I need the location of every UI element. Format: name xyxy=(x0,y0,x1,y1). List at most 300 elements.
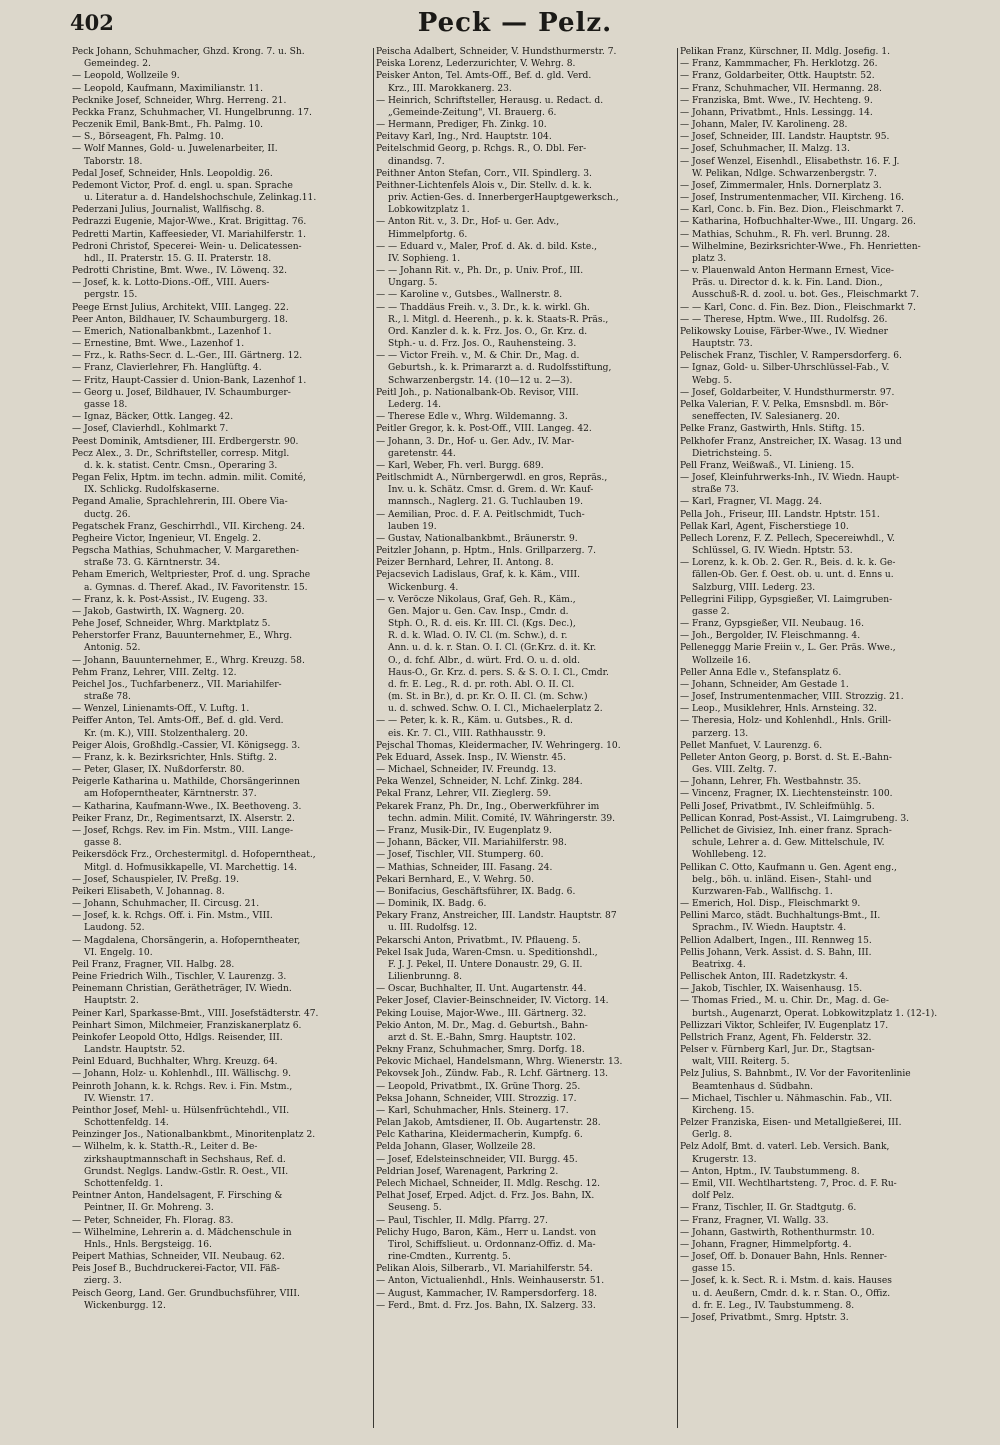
directory-entry-line: — Wilhelmine, Bezirksrichter-Wwe., Fh. Henrietten- xyxy=(680,241,921,252)
entry-continuation-line: F. J. J. Pekel, II. Untere Donaustr. 29, G. II. xyxy=(388,959,583,970)
directory-entry-line: — Josef Wenzel, Eisenhdl., Elisabethstr. 16. F. J. xyxy=(680,156,900,167)
directory-entry-line: Peitavy Karl, Ing., Nrd. Hauptstr. 104. xyxy=(376,132,552,143)
directory-entry-line: — Franz, Tischler, II. Gr. Stadtgutg. 6. xyxy=(680,1203,857,1214)
entry-continuation-line: seneffecten, IV. Salesianerg. 20. xyxy=(692,412,840,423)
directory-entry-line: Peine Friedrich Wilh., Tischler, V. Laurenzg. 3. xyxy=(72,972,287,983)
entry-continuation-line: techn. admin. Milit. Comité, IV. Währingerstr. 39. xyxy=(388,813,616,824)
directory-entry-line: Peinhart Simon, Milchmeier, Franziskanerplatz 6. xyxy=(72,1020,302,1031)
entry-continuation-line: platz 3. xyxy=(692,253,727,264)
entry-continuation-line: Ausschuß-R. d. zool. u. bot. Ges., Fleischmarkt 7. xyxy=(692,290,919,301)
entry-continuation-line: Antonig. 52. xyxy=(84,643,141,654)
directory-entry-line: Peege Ernst Julius, Architekt, VIII. Langeg. 22. xyxy=(72,302,289,313)
directory-entry-line: — Josef, Schauspieler, IV. Preßg. 19. xyxy=(72,874,239,885)
directory-entry-line: Peer Anton, Bildhauer, IV. Schaumburgerg. 18. xyxy=(72,314,288,325)
directory-entry-line: Peller Anna Edle v., Stefansplatz 6. xyxy=(680,667,842,678)
entry-continuation-line: zierg. 3. xyxy=(84,1276,122,1287)
directory-entry-line: Peiska Lorenz, Lederzurichter, V. Wehrg. 8. xyxy=(376,59,576,70)
directory-entry-line: — Wolf Mannes, Gold- u. Juwelenarbeiter, II. xyxy=(72,144,278,155)
directory-entry-line: — Franz, Kammmacher, Fh. Herklotzg. 26. xyxy=(680,59,878,70)
entry-continuation-line: Lederg. 14. xyxy=(388,399,442,410)
directory-entry-line: Peisch Georg, Land. Ger. Grundbuchsführer, VIII. xyxy=(72,1288,300,1299)
directory-entry-line: Pellak Karl, Agent, Fischerstiege 10. xyxy=(680,521,849,532)
directory-entry-line: — Franz, Fragner, VI. Wallg. 33. xyxy=(680,1215,829,1226)
entry-continuation-line: Wohllebeng. 12. xyxy=(692,850,767,861)
directory-entry-line: — Paul, Tischler, II. Mdlg. Pfarrg. 27. xyxy=(376,1215,548,1226)
directory-entry-line: Pehm Franz, Lehrer, VIII. Zeltg. 12. xyxy=(72,667,237,678)
entry-continuation-line: Seuseng. 5. xyxy=(388,1203,442,1214)
entry-continuation-line: Landstr. Hauptstr. 52. xyxy=(84,1045,186,1056)
directory-entry-line: Peigerle Katharina u. Mathilde, Chorsängerinnen xyxy=(72,777,300,788)
directory-entry-line: — Johann, Lehrer, Fh. Westbahnstr. 35. xyxy=(680,777,862,788)
directory-entry-line: — Leopold, Privatbmt., IX. Grüne Thorg. 25. xyxy=(376,1081,581,1092)
directory-entry-line: Peischa Adalbert, Schneider, V. Hundsthurmerstr. 7. xyxy=(376,47,617,57)
entry-continuation-line: Präs. u. Director d. k. k. Fin. Land. Dion., xyxy=(692,278,883,289)
entry-continuation-line: Ungarg. 5. xyxy=(388,278,438,289)
directory-entry-line: — Franz, Schuhmacher, VII. Hermanng. 28. xyxy=(680,83,882,94)
directory-entry-line: Pekel Isak Juda, Waren-Cmsn. u. Speditionshdl., xyxy=(376,947,598,958)
directory-entry-line: Pegand Amalie, Sprachlehrerin, III. Obere Via- xyxy=(72,497,288,508)
entry-continuation-line: Krugerstr. 13. xyxy=(692,1154,757,1165)
directory-entry-line: Pellizzari Viktor, Schleifer, IV. Eugenplatz 17. xyxy=(680,1020,889,1031)
entry-continuation-line: gasse 8. xyxy=(84,838,122,849)
directory-entry-line: — — Karl, Conc. d. Fin. Bez. Dion., Fleischmarkt 7. xyxy=(680,302,916,313)
directory-entry-line: Pelan Jakob, Amtsdiener, II. Ob. Augartenstr. 28. xyxy=(376,1118,601,1129)
directory-entry-line: — Josef, Kleinfuhrwerks-Inh., IV. Wiedn. Haupt- xyxy=(680,473,900,484)
directory-entry-line: Pelser v. Fürnberg Karl, Jur. Dr., Stagtsan- xyxy=(680,1045,875,1056)
directory-entry-line: Peinemann Christian, Gerätheträger, IV. Wiedn. xyxy=(72,984,292,995)
directory-entry-line: — Johann, Fragner, Himmelpfortg. 4. xyxy=(680,1239,852,1250)
directory-entry-line: Pederzani Julius, Journalist, Wallfischg. 8. xyxy=(72,205,265,216)
directory-entry-line: — Karl, Schuhmacher, Hnls. Steinerg. 17. xyxy=(376,1105,569,1116)
directory-entry-line: — Johann, Bauunternehmer, E., Whrg. Kreuzg. 58. xyxy=(72,655,305,666)
directory-entry-line: — v. Veröcze Nikolaus, Graf, Geh. R., Käm., xyxy=(376,594,576,605)
directory-entry-line: Pegatschek Franz, Geschirrhdl., VII. Kircheng. 24. xyxy=(72,521,305,532)
entry-continuation-line: Salzburg, VIII. Lederg. 23. xyxy=(692,582,816,593)
directory-entry-line: — Leop., Musiklehrer, Hnls. Arnsteing. 32. xyxy=(680,704,878,715)
directory-entry-line: — Franz, Gypsgießer, VII. Neubaug. 16. xyxy=(680,619,864,630)
directory-entry-line: — Josef, Edelsteinschneider, VII. Burgg. 45. xyxy=(376,1154,578,1165)
entry-continuation-line: d. k. k. statist. Centr. Cmsn., Operaring 3. xyxy=(84,460,278,471)
directory-entry-line: Pelleter Anton Georg, p. Borst. d. St. E.-Bahn- xyxy=(680,752,892,763)
directory-entry-line: Pelc Katharina, Kleidermacherin, Kumpfg. 6. xyxy=(376,1130,583,1141)
entry-continuation-line: d. fr. E. Leg., IV. Taubstummeng. 8. xyxy=(692,1300,855,1311)
directory-entry-line: — Heinrich, Schriftsteller, Herausg. u. Redact. d. xyxy=(376,95,604,106)
entry-continuation-line: Hauptstr. 73. xyxy=(692,339,753,350)
entry-continuation-line: Himmelpfortg. 6. xyxy=(388,229,468,240)
entry-continuation-line: IV. Sophieng. 1. xyxy=(388,253,461,264)
page-number: 402 xyxy=(70,10,114,35)
entry-continuation-line: R. d. k. Wlad. O. IV. Cl. (m. Schw.), d. r. xyxy=(388,631,568,642)
directory-entry-line: Pekovsek Joh., Zündw. Fab., R. Lchf. Gärtnerg. 13. xyxy=(376,1069,609,1080)
directory-entry-line: — Josef, Off. b. Donauer Bahn, Hnls. Renner- xyxy=(680,1252,887,1263)
directory-entry-line: — Emerich, Hol. Disp., Fleischmarkt 9. xyxy=(680,899,861,910)
directory-entry-line: — — Therese, Hptm. Wwe., III. Rudolfsg. 26. xyxy=(680,314,888,325)
directory-entry-line: Peitelschmid Georg, p. Rchgs. R., O. Dbl. Fer- xyxy=(376,144,587,155)
entry-continuation-line: Ord. Kanzler d. k. k. Frz. Jos. O., Gr. Krz. d. xyxy=(388,326,588,337)
entry-continuation-line: Beatrixg. 4. xyxy=(692,959,746,970)
directory-entry-line: — — Peter, k. k. R., Käm. u. Gutsbes., R. d. xyxy=(376,716,573,727)
directory-entry-line: — Michael, Schneider, IV. Freundg. 13. xyxy=(376,765,557,776)
directory-entry-line: Peikersdöck Frz., Orchestermitgl. d. Hofoperntheat., xyxy=(72,850,316,861)
directory-entry-line: Pelzer Franziska, Eisen- und Metallgießerei, III. xyxy=(680,1118,902,1129)
directory-entry-line: Pelikowsky Louise, Färber-Wwe., IV. Wiedner xyxy=(680,326,888,337)
column-1 xyxy=(72,46,372,1436)
directory-entry-line: — Mathias, Schuhm., R. Fh. verl. Brunng. 28. xyxy=(680,229,890,240)
directory-entry-line: — Josef, k. k. Sect. R. i. Mstm. d. kais. Hauses xyxy=(680,1276,892,1287)
directory-entry-line: — Franz, Goldarbeiter, Ottk. Hauptstr. 52. xyxy=(680,71,875,82)
directory-entry-line: — Johann, Bäcker, VII. Mariahilferstr. 98. xyxy=(376,838,567,849)
directory-entry-line: — Josef, Zimmermaler, Hnls. Dornerplatz 3. xyxy=(680,180,882,191)
entry-continuation-line: zirkshauptmannschaft in Sechshaus, Ref. d. xyxy=(84,1154,286,1165)
directory-entry-line: — Katharina, Kaufmann-Wwe., IX. Beethoveng. 3. xyxy=(72,801,302,812)
directory-entry-line: — Josef, k. k. Lotto-Dions.-Off., VIII. Auers- xyxy=(72,278,270,289)
running-title: Peck — Pelz. xyxy=(417,8,613,38)
directory-entry-line: Pegheire Victor, Ingenieur, VI. Engelg. 2. xyxy=(72,533,261,544)
directory-entry-line: — Johann, Schuhmacher, II. Circusg. 21. xyxy=(72,899,260,910)
entry-continuation-line: ductg. 26. xyxy=(84,509,131,520)
directory-entry-line: Peinkofer Leopold Otto, Hdlgs. Reisender, III. xyxy=(72,1032,283,1043)
directory-entry-line: — Jakob, Tischler, IX. Waisenhausg. 15. xyxy=(680,984,863,995)
directory-entry-line: Pecz Alex., 3. Dr., Schriftsteller, corresp. Mitgl. xyxy=(72,448,290,459)
directory-entry-line: — Thomas Fried., M. u. Chir. Dr., Mag. d. Ge- xyxy=(680,996,889,1007)
entry-continuation-line: gasse 2. xyxy=(692,606,730,617)
entry-continuation-line: Gemeindeg. 2. xyxy=(84,59,151,70)
entry-continuation-line: Gen. Major u. Gen. Cav. Insp., Cmdr. d. xyxy=(388,606,569,617)
directory-entry-line: — — Thaddäus Freih. v., 3. Dr., k. k. wirkl. Gh. xyxy=(376,302,590,313)
column-3 xyxy=(680,46,980,1436)
directory-entry-line: Pecknike Josef, Schneider, Whrg. Herreng. 21. xyxy=(72,95,287,106)
directory-entry-line: — Josef, Goldarbeiter, V. Hundsthurmerstr. 97. xyxy=(680,387,895,398)
directory-entry-line: — Anton, Hptm., IV. Taubstummeng. 8. xyxy=(680,1166,860,1177)
directory-entry-line: Pelke Franz, Gastwirth, Hnls. Stiftg. 15. xyxy=(680,424,865,435)
directory-entry-line: — Karl, Fragner, VI. Magg. 24. xyxy=(680,497,823,508)
directory-entry-line: Pelhat Josef, Erped. Adjct. d. Frz. Jos. Bahn, IX. xyxy=(376,1191,595,1202)
directory-entry-line: Peis Josef B., Buchdruckerei-Factor, VII. Fäß- xyxy=(72,1264,280,1275)
entry-continuation-line: gasse 18. xyxy=(84,399,128,410)
directory-entry-line: — Oscar, Buchhalter, II. Unt. Augartenstr. 44. xyxy=(376,984,587,995)
directory-entry-line: — Leopold, Wollzeile 9. xyxy=(72,71,180,82)
directory-entry-line: Pekari Bernhard, E., V. Wehrg. 50. xyxy=(376,874,534,885)
directory-entry-line: Peking Louise, Major-Wwe., III. Gärtnerg. 32. xyxy=(376,1008,587,1019)
directory-entry-line: Peisker Anton, Tel. Amts-Off., Bef. d. gld. Verd. xyxy=(376,71,592,82)
entry-continuation-line: u. III. Rudolfsg. 12. xyxy=(388,923,478,934)
directory-entry-line: Peldrian Josef, Warenagent, Parkring 2. xyxy=(376,1166,559,1177)
directory-entry-line: Peksa Johann, Schneider, VIII. Strozzig. 17. xyxy=(376,1093,577,1104)
directory-entry-line: Pelischek Franz, Tischler, V. Rampersdorferg. 6. xyxy=(680,351,902,362)
entry-continuation-line: Beamtenhaus d. Südbahn. xyxy=(692,1081,814,1092)
directory-entry-line: — Frz., k. Raths-Secr. d. L.-Ger., III. Gärtnerg. 12. xyxy=(72,351,303,362)
directory-entry-line: Pekarschi Anton, Privatbmt., IV. Pflaueng. 5. xyxy=(376,935,581,946)
directory-entry-line: — Franziska, Bmt. Wwe., IV. Hechteng. 9. xyxy=(680,95,873,106)
directory-entry-line: — Johann, Privatbmt., Hnls. Lessingg. 14. xyxy=(680,107,873,118)
entry-continuation-line: Lilienbrunng. 8. xyxy=(388,972,463,983)
directory-entry-line: Peitzler Johann, p. Hptm., Hnls. Grillparzerg. 7. xyxy=(376,546,597,557)
directory-entry-line: Pedrazzi Eugenie, Major-Wwe., Krat. Brigittag. 76. xyxy=(72,217,307,228)
directory-entry-line: — Johann, 3. Dr., Hof- u. Ger. Adv., IV. Mar- xyxy=(376,436,575,447)
entry-continuation-line: parzerg. 13. xyxy=(692,728,749,739)
directory-entry-line: Pedrotti Christine, Bmt. Wwe., IV. Löwenq. 32. xyxy=(72,266,288,277)
directory-entry-line: Pek Eduard, Assek. Insp., IV. Wienstr. 45. xyxy=(376,752,566,763)
directory-entry-line: Pellini Marco, städt. Buchhaltungs-Bmt., II. xyxy=(680,911,881,922)
entry-continuation-line: hdl., II. Praterstr. 15. G. II. Praterstr. 18. xyxy=(84,253,272,264)
directory-entry-line: — Josef, Schuhmacher, II. Malzg. 13. xyxy=(680,144,850,155)
directory-entry-line: Pekary Franz, Anstreicher, III. Landstr. Hauptstr. 87 xyxy=(376,911,617,922)
directory-entry-line: Peinroth Johann, k. k. Rchgs. Rev. i. Fin. Mstm., xyxy=(72,1081,293,1092)
directory-entry-line: Peizer Bernhard, Lehrer, II. Antong. 8. xyxy=(376,558,554,569)
entry-continuation-line: u. Literatur a. d. Handelshochschule, Zelinkag.11. xyxy=(84,193,317,204)
directory-entry-line: Peil Franz, Fragner, VII. Halbg. 28. xyxy=(72,959,235,970)
directory-entry-line: Pelka Valerian, F. V. Pelka, Emsnsbdl. m. Bör- xyxy=(680,399,889,410)
entry-continuation-line: u. d. Aeußern, Cmdr. d. k. r. Stan. O., Offiz. xyxy=(692,1288,891,1299)
directory-entry-line: Peitler Gregor, k. k. Post-Off., VIII. Langeg. 42. xyxy=(376,424,592,435)
directory-entry-line: Pellet Manfuet, V. Laurenzg. 6. xyxy=(680,740,823,751)
directory-entry-line: — Peter, Glaser, IX. Nußdorferstr. 80. xyxy=(72,765,245,776)
directory-entry-line: — Georg u. Josef, Bildhauer, IV. Schaumburger- xyxy=(72,387,291,398)
entry-continuation-line: dinandsg. 7. xyxy=(388,156,445,167)
directory-entry-line: Pegan Felix, Hptm. im techn. admin. milit. Comité, xyxy=(72,473,306,484)
directory-entry-line: — — Victor Freih. v., M. & Chir. Dr., Mag. d. xyxy=(376,351,580,362)
entry-continuation-line: straße 78. xyxy=(84,692,131,703)
directory-entry-line: — Magdalena, Chorsängerin, a. Hofoperntheater, xyxy=(72,935,301,946)
directory-entry-line: Peipert Mathias, Schneider, VII. Neubaug. 62. xyxy=(72,1252,285,1263)
directory-entry-line: Peherstorfer Franz, Bauunternehmer, E., Whrg. xyxy=(72,631,293,642)
directory-entry-line: Peinl Eduard, Buchhalter, Whrg. Kreuzg. 64. xyxy=(72,1057,278,1068)
directory-entry-line: — — Karoline v., Gutsbes., Wallnerstr. 8. xyxy=(376,290,563,301)
entry-continuation-line: Webg. 5. xyxy=(692,375,733,386)
directory-entry-line: — Josef, Rchgs. Rev. im Fin. Mstm., VIII. Lange- xyxy=(72,826,294,836)
entry-continuation-line: Krz., III. Marokkanerg. 23. xyxy=(388,83,512,94)
entry-continuation-line: fällen-Ob. Ger. f. Oest. ob. u. unt. d. Enns u. xyxy=(692,570,894,581)
directory-entry-line: Peiffer Anton, Tel. Amts-Off., Bef. d. gld. Verd. xyxy=(72,716,284,727)
directory-entry-line: — Katharina, Hofbuchhalter-Wwe., III. Ungarg. 26. xyxy=(680,217,916,228)
directory-entry-line: — Franz, k. k. Post-Assist., IV. Eugeng. 33. xyxy=(72,594,268,605)
column-divider xyxy=(373,48,374,1428)
entry-continuation-line: „Gemeinde-Zeitung", VI. Brauerg. 6. xyxy=(388,107,557,118)
entry-continuation-line: Wickenburgg. 12. xyxy=(84,1300,166,1311)
entry-continuation-line: arzt d. St. E.-Bahn, Smrg. Hauptstr. 102. xyxy=(388,1032,576,1043)
directory-entry-line: Pella Joh., Friseur, III. Landstr. Hptstr. 151. xyxy=(680,509,880,520)
directory-entry-line: Peichel Jos., Tuchfarbenerz., VII. Mariahilfer- xyxy=(72,679,282,690)
directory-entry-line: — Josef, Tischler, VII. Stumperg. 60. xyxy=(376,850,544,861)
directory-entry-line: Pellikan C. Otto, Kaufmann u. Gen. Agent eng., xyxy=(680,862,897,873)
directory-entry-line: — Mathias, Schneider, III. Fasang. 24. xyxy=(376,862,553,873)
directory-entry-line: — Johann, Maler, IV. Karolineng. 28. xyxy=(680,120,848,131)
directory-entry-line: Peest Dominik, Amtsdiener, III. Erdbergerstr. 90. xyxy=(72,436,299,447)
entry-continuation-line: W. Pelikan, Ndlge. Schwarzenbergstr. 7. xyxy=(692,168,877,179)
directory-entry-line: Pejacsevich Ladislaus, Graf, k. k. Käm., VIII. xyxy=(376,570,581,581)
directory-entry-line: Peczenik Emil, Bank-Bmt., Fh. Palmg. 10. xyxy=(72,120,264,131)
directory-entry-line: Peinthor Josef, Mehl- u. Hülsenfrüchtehdl., VII. xyxy=(72,1105,290,1116)
directory-entry-line: Pelech Michael, Schneider, II. Mdlg. Reschg. 12. xyxy=(376,1178,601,1189)
directory-entry-line: Pekny Franz, Schuhmacher, Smrg. Dorfg. 18. xyxy=(376,1045,585,1056)
directory-entry-line: — Karl, Weber, Fh. verl. Burgg. 689. xyxy=(376,460,544,471)
directory-entry-line: Pellstrich Franz, Agent, Fh. Felderstr. 32. xyxy=(680,1032,872,1043)
entry-continuation-line: Ann. u. d. k. r. Stan. O. I. Cl. (Gr.Krz. d. it. Kr. xyxy=(388,643,597,654)
entry-continuation-line: Kurzwaren-Fab., Wallfischg. 1. xyxy=(692,886,833,897)
entry-continuation-line: Wickenburg. 4. xyxy=(388,582,459,593)
entry-continuation-line: Kr. (m. K.), VIII. Stolzenthalerg. 20. xyxy=(84,728,248,739)
directory-entry-line: — — Eduard v., Maler, Prof. d. Ak. d. bild. Kste., xyxy=(376,241,597,252)
entry-continuation-line: IX. Schlickg. Rudolfskaserne. xyxy=(84,485,220,496)
directory-entry-line: — Peter, Schneider, Fh. Florag. 83. xyxy=(72,1215,234,1226)
entry-continuation-line: straße 73. G. Kärntnerstr. 34. xyxy=(84,558,221,569)
directory-entry-line: Pellican Konrad, Post-Assist., VI. Laimgrubeng. 3. xyxy=(680,813,910,824)
entry-continuation-line: Geburtsh., k. k. Primararzt a. d. Rudolfsstiftung, xyxy=(388,363,612,374)
directory-entry-line: Pelichy Hugo, Baron, Käm., Herr u. Landst. von xyxy=(376,1227,597,1238)
directory-entry-line: — Michael, Tischler u. Nähmaschin. Fab., VII. xyxy=(680,1093,893,1104)
directory-entry-line: — Aemilian, Proc. d. F. A. Peitlschmidt, Tuch- xyxy=(376,509,585,520)
directory-entry-line: Pelikan Alois, Silberarb., VI. Mariahilferstr. 54. xyxy=(376,1264,593,1275)
directory-entry-line: — — Johann Rit. v., Ph. Dr., p. Univ. Prof., III. xyxy=(376,266,584,277)
directory-entry-line: Peinzinger Jos., Nationalbankbmt., Minoritenplatz 2. xyxy=(72,1130,316,1141)
directory-entry-line: Pekal Franz, Lehrer, VII. Zieglerg. 59. xyxy=(376,789,552,800)
directory-entry-line: Pekio Anton, M. Dr., Mag. d. Geburtsh., Bahn- xyxy=(376,1020,588,1031)
directory-entry-line: Peithner Anton Stefan, Corr., VII. Spindlerg. 3. xyxy=(376,168,592,179)
directory-entry-line: Pelli Josef, Privatbmt., IV. Schleifmühlg. 5. xyxy=(680,801,875,812)
directory-entry-line: — Franz, k. k. Bezirksrichter, Hnls. Stiftg. 2. xyxy=(72,752,277,763)
entry-continuation-line: walt, VIII. Reiterg. 5. xyxy=(692,1057,790,1068)
directory-entry-line: Pedal Josef, Schneider, Hnls. Leopoldig. 26. xyxy=(72,168,273,179)
directory-entry-line: Pekarek Franz, Ph. Dr., Ing., Oberwerkführer im xyxy=(376,801,600,812)
entry-continuation-line: Stph.- u. d. Frz. Jos. O., Rauhensteing. 3. xyxy=(388,339,577,350)
directory-entry-line: Peiker Franz, Dr., Regimentsarzt, IX. Alserstr. 2. xyxy=(72,813,295,824)
directory-entry-line: — S., Börseagent, Fh. Palmg. 10. xyxy=(72,132,224,143)
directory-entry-line: — Emil, VII. Wechtlhartsteng. 7, Proc. d. F. Ru- xyxy=(680,1178,897,1189)
directory-entry-line: Peck Johann, Schuhmacher, Ghzd. Krong. 7. u. Sh. xyxy=(72,47,305,57)
directory-entry-line: Pellis Johann, Verk. Assist. d. S. Bahn, III. xyxy=(680,947,872,958)
directory-entry-line: — Johann, Gastwirth, Rothenthurmstr. 10. xyxy=(680,1227,875,1238)
entry-continuation-line: (m. St. in Br.), d. pr. Kr. O. II. Cl. (m. Schw.) xyxy=(388,692,588,703)
directory-entry-line: — Ferd., Bmt. d. Frz. Jos. Bahn, IX. Salzerg. 33. xyxy=(376,1300,596,1311)
directory-entry-line: — Franz, Clavierlehrer, Fh. Hanglüftg. 4. xyxy=(72,363,262,374)
directory-entry-line: Pelkhofer Franz, Anstreicher, IX. Wasag. 13 und xyxy=(680,436,902,447)
entry-continuation-line: gasse 15. xyxy=(692,1264,736,1275)
directory-entry-line: — Josef, Instrumentenmacher, VII. Kircheng. 16. xyxy=(680,193,905,204)
directory-entry-line: — Therese Edle v., Whrg. Wildemanng. 3. xyxy=(376,412,568,423)
entry-continuation-line: lauben 19. xyxy=(388,521,437,532)
page-header xyxy=(70,8,960,42)
entry-continuation-line: schule, Lehrer a. d. Gew. Mittelschule, IV. xyxy=(692,838,885,849)
directory-entry-line: Pellichet de Givisiez, Inh. einer franz. Sprach- xyxy=(680,826,892,836)
directory-entry-line: — Johann, Holz- u. Kohlenhdl., III. Wällischg. 9. xyxy=(72,1069,292,1080)
entry-continuation-line: Lobkowitzplatz 1. xyxy=(388,205,470,216)
entry-continuation-line: Grundst. Neglgs. Landw.-Gstlr. R. Oest., VII. xyxy=(84,1166,289,1177)
entry-continuation-line: Stph. O., R. d. eis. Kr. III. Cl. (Kgs. Dec.), xyxy=(388,619,576,630)
directory-entry-line: Peiner Karl, Sparkasse-Bmt., VIII. Josefstädterstr. 47. xyxy=(72,1008,319,1019)
directory-entry-line: — v. Plauenwald Anton Hermann Ernest, Vice- xyxy=(680,266,894,277)
directory-entry-line: Peintner Anton, Handelsagent, F. Firsching & xyxy=(72,1191,283,1202)
directory-entry-line: — Fritz, Haupt-Cassier d. Union-Bank, Lazenhof 1. xyxy=(72,375,307,386)
directory-entry-line: Pellischek Anton, III. Radetzkystr. 4. xyxy=(680,972,848,983)
directory-entry-line: — Josef, Instrumentenmacher, VIII. Strozzig. 21. xyxy=(680,692,904,703)
directory-entry-line: Pedretti Martin, Kaffeesieder, VI. Mariahilferstr. 1. xyxy=(72,229,307,240)
directory-entry-line: Peitlschmidt A., Nürnbergerwdl. en gros, Repräs., xyxy=(376,473,608,484)
directory-entry-line: — Johann, Schneider, Am Gestade 1. xyxy=(680,679,849,690)
directory-entry-line: — Josef, Privatbmt., Smrg. Hptstr. 3. xyxy=(680,1312,849,1323)
column-divider xyxy=(677,48,678,1428)
entry-continuation-line: Haus-O., Gr. Krz. d. pers. S. & S. O. I. Cl., Cmdr. xyxy=(388,667,609,678)
directory-entry-line: Peckka Franz, Schuhmacher, VI. Hungelbrunng. 17. xyxy=(72,107,312,118)
entry-continuation-line: IV. Wienstr. 17. xyxy=(84,1093,154,1104)
directory-entry-line: — Josef, k. k. Rchgs. Off. i. Fin. Mstm., VIII. xyxy=(72,911,273,922)
directory-entry-line: Pehe Josef, Schneider, Whrg. Marktplatz 5. xyxy=(72,619,271,630)
entry-continuation-line: Hnls., Hnls. Bergsteigg. 16. xyxy=(84,1239,212,1250)
directory-entry-line: — Wenzel, Linienamts-Off., V. Luftg. 1. xyxy=(72,704,250,715)
directory-entry-line: Pedroni Christof, Specerei- Wein- u. Delicatessen- xyxy=(72,241,302,252)
directory-entry-line: Pelleneggg Marie Freiin v., L. Ger. Präs. Wwe., xyxy=(680,643,896,654)
directory-entry-line: Peham Emerich, Weltpriester, Prof. d. ung. Sprache xyxy=(72,570,311,581)
directory-entry-line: — Hermann, Prediger, Fh. Zinkg. 10. xyxy=(376,120,547,131)
directory-entry-line: — Lorenz, k. k. Ob. 2. Ger. R., Beis. d. k. k. Ge- xyxy=(680,558,896,569)
entry-continuation-line: Wollzeile 16. xyxy=(692,655,751,666)
entry-continuation-line: Laudong. 52. xyxy=(84,923,145,934)
directory-entry-line: — Theresia, Holz- und Kohlenhdl., Hnls. Grill- xyxy=(680,716,892,727)
directory-entry-line: — Josef, Clavierhdl., Kohlmarkt 7. xyxy=(72,424,229,435)
directory-entry-line: Pelikan Franz, Kürschner, II. Mdlg. Josefig. 1. xyxy=(680,47,890,57)
entry-continuation-line: Mitgl. d. Hofmusikkapelle, VI. Marchettig. 14. xyxy=(84,862,298,873)
column-2 xyxy=(376,46,676,1436)
entry-continuation-line: Kircheng. 15. xyxy=(692,1105,755,1116)
directory-entry-line: — Wilhelm, k. k. Statth.-R., Leiter d. Be- xyxy=(72,1142,258,1153)
directory-entry-line: — Gustav, Nationalbankbmt., Bräunerstr. 9. xyxy=(376,533,578,544)
directory-entry-line: — Anton, Victualienhdl., Hnls. Weinhauserstr. 51. xyxy=(376,1276,605,1287)
entry-continuation-line: Hauptstr. 2. xyxy=(84,996,139,1007)
directory-entry-line: Pell Franz, Weißwaß., VI. Linieng. 15. xyxy=(680,460,855,471)
entry-continuation-line: belg., böh. u. inländ. Eisen-, Stahl- und xyxy=(692,874,872,885)
directory-entry-line: — Dominik, IX. Badg. 6. xyxy=(376,899,487,910)
directory-entry-line: Pedemont Victor, Prof. d. engl. u. span. Sprache xyxy=(72,180,293,191)
entry-continuation-line: straße 73. xyxy=(692,485,739,496)
directory-entry-line: Peker Josef, Clavier-Beinschneider, IV. Victorg. 14. xyxy=(376,996,609,1007)
directory-entry-line: Pelda Johann, Glaser, Wollzeile 28. xyxy=(376,1142,536,1153)
entry-continuation-line: Peintner, II. Gr. Mohreng. 3. xyxy=(84,1203,214,1214)
entry-continuation-line: priv. Actien-Ges. d. InnerbergerHauptgewerksch., xyxy=(388,193,619,204)
entry-continuation-line: R., l. Mitgl. d. Heerenh., p. k. k. Staats-R. Präs., xyxy=(388,314,609,325)
entry-continuation-line: rine-Cmdten., Kurrentg. 5. xyxy=(388,1252,511,1263)
entry-continuation-line: Schwarzenbergstr. 14. (10—12 u. 2—3). xyxy=(388,375,573,386)
directory-entry-line: Pekovic Michael, Handelsmann, Whrg. Wienerstr. 13. xyxy=(376,1057,623,1068)
directory-entry-line: Pegscha Mathias, Schuhmacher, V. Margarethen- xyxy=(72,546,299,557)
directory-entry-line: Peka Wenzel, Schneider, N. Lchf. Zinkg. 284. xyxy=(376,777,583,788)
entry-continuation-line: Schlüssel, G. IV. Wiedn. Hptstr. 53. xyxy=(692,546,853,557)
entry-continuation-line: pergstr. 15. xyxy=(84,290,138,301)
directory-entry-line: Peikeri Elisabeth, V. Johannag. 8. xyxy=(72,886,225,897)
directory-entry-line: Peiger Alois, Großhdlg.-Cassier, VI. Königsegg. 3. xyxy=(72,740,301,751)
directory-entry-line: — Emerich, Nationalbankbmt., Lazenhof 1. xyxy=(72,326,272,337)
directory-entry-line: Pellion Adalbert, Ingen., III. Rennweg 15. xyxy=(680,935,872,946)
entry-continuation-line: Gerlg. 8. xyxy=(692,1130,733,1141)
directory-entry-line: Peithner-Lichtenfels Alois v., Dir. Stellv. d. k. k. xyxy=(376,180,592,191)
directory-entry-line: Pejschal Thomas, Kleidermacher, IV. Wehringerg. 10. xyxy=(376,740,621,751)
entry-continuation-line: mannsch., Naglerg. 21. G. Tuchlauben 19. xyxy=(388,497,584,508)
directory-entry-line: — August, Kammacher, IV. Rampersdorferg. 18. xyxy=(376,1288,598,1299)
entry-continuation-line: am Hofoperntheater, Kärntnerstr. 37. xyxy=(84,789,257,800)
entry-continuation-line: eis. Kr. 7. Cl., VIII. Rathhausstr. 9. xyxy=(388,728,546,739)
entry-continuation-line: burtsh., Augenarzt, Operat. Lobkowitzplatz 1. (12-1). xyxy=(692,1008,938,1019)
entry-continuation-line: d. fr. E. Leg., R. d. pr. roth. Abl. O. II. Cl. xyxy=(388,679,575,690)
entry-continuation-line: Taborstr. 18. xyxy=(84,156,143,167)
directory-entry-line: — Ignaz, Bäcker, Ottk. Langeg. 42. xyxy=(72,412,234,423)
entry-continuation-line: Schottenfeldg. 14. xyxy=(84,1118,169,1129)
entry-continuation-line: garetenstr. 44. xyxy=(388,448,456,459)
directory-entry-line: — Karl, Conc. b. Fin. Bez. Dion., Fleischmarkt 7. xyxy=(680,205,904,216)
directory-entry-line: — Ernestine, Bmt. Wwe., Lazenhof 1. xyxy=(72,339,245,350)
entry-continuation-line: Tirol, Schiffslieut. u. Ordonnanz-Offiz. d. Ma- xyxy=(388,1239,596,1250)
directory-entry-line: — Leopold, Kaufmann, Maximilianstr. 11. xyxy=(72,83,263,94)
directory-entry-line: Pellegrini Filipp, Gypsgießer, VI. Laimgruben- xyxy=(680,594,893,605)
entry-continuation-line: Ges. VIII. Zeltg. 7. xyxy=(692,765,777,776)
directory-entry-line: — Joh., Bergolder, IV. Fleischmanng. 4. xyxy=(680,631,861,642)
